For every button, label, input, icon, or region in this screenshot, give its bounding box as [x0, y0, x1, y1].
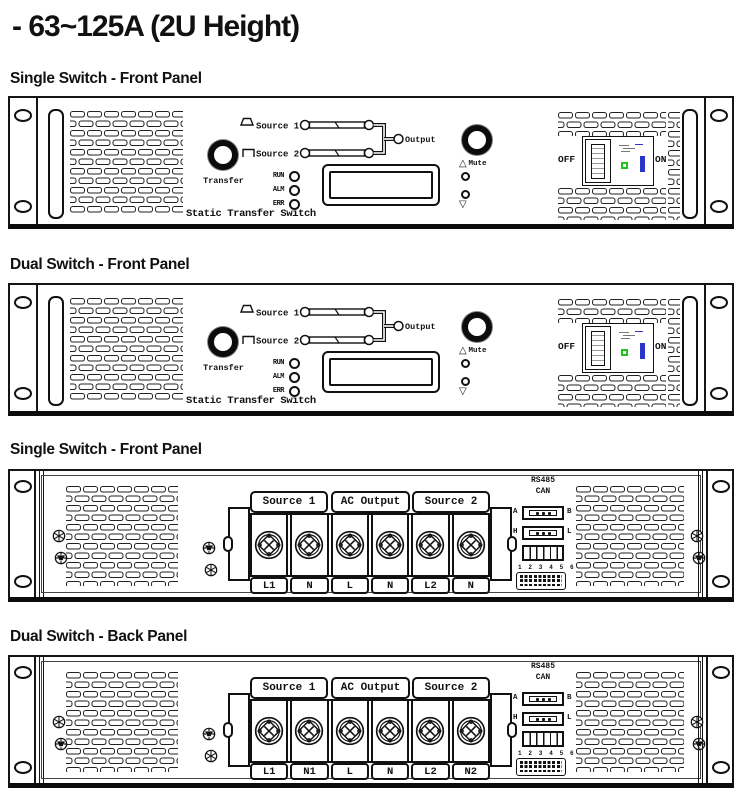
source2-icon [243, 337, 254, 345]
section-label-1: Single Switch - Front Panel [10, 70, 202, 87]
port-h-label: H [513, 714, 518, 722]
flange-right [698, 657, 703, 783]
handle-bar-right [682, 109, 698, 219]
port-h-label: H [513, 528, 518, 536]
led-alm [256, 184, 302, 196]
terminal-screw-icon [456, 530, 486, 560]
vent-grille [558, 112, 666, 136]
mount-hole [712, 761, 730, 774]
mount-ear-left [10, 285, 38, 411]
lcd-display [322, 351, 440, 393]
terminal-screw-icon [456, 716, 486, 746]
terminal [333, 515, 367, 575]
group-acoutput: AC Output [331, 677, 410, 699]
vent-grille-left [70, 298, 183, 402]
terminal-label: L2 [411, 577, 449, 594]
mount-hole [14, 387, 32, 400]
section-label-2: Dual Switch - Front Panel [10, 256, 190, 273]
led-err-label: ERR [272, 387, 284, 395]
port-b-label: B [567, 508, 572, 516]
source1-icon [241, 306, 253, 313]
transfer-knob [208, 140, 238, 170]
mount-ear-left [10, 98, 38, 224]
select-dot-icon [461, 359, 470, 368]
screw-icon [202, 541, 216, 555]
mount-hole [712, 575, 730, 588]
rs485-port [522, 526, 564, 540]
breaker-blue-indicator [640, 156, 645, 172]
dip-numbers: 1 2 3 4 5 6 [518, 564, 576, 571]
dip-legend [516, 758, 566, 776]
breaker-on-label: ON [655, 154, 667, 165]
page-title: - 63~125A (2U Height) [12, 10, 300, 43]
terminal-label: L1 [250, 577, 288, 594]
group-acoutput: AC Output [331, 491, 410, 513]
led-alm-label: ALM [272, 373, 284, 381]
led-alm [256, 371, 302, 383]
down-arrow-icon: ▽ [459, 199, 467, 210]
terminal-block [250, 513, 490, 577]
port-l-label: L [567, 714, 572, 722]
mute-label: Mute [468, 160, 487, 168]
terminal-label: N1 [290, 763, 328, 780]
rs485-port [522, 712, 564, 726]
mount-ear-left [10, 657, 36, 783]
back-panel-dual [8, 655, 734, 788]
led-run [256, 357, 302, 369]
screw-icon [204, 749, 218, 763]
group-source2: Source 2 [412, 677, 490, 699]
terminal-screw-icon [254, 530, 284, 560]
source1-label: Source 1 [256, 308, 300, 319]
mount-hole [710, 387, 728, 400]
breaker-zone [558, 112, 680, 220]
breaker-toggle [585, 326, 611, 370]
source2-label: Source 2 [256, 149, 300, 160]
front-panel-dual [8, 283, 734, 416]
group-source1: Source 1 [250, 677, 328, 699]
dip-switch [522, 731, 564, 747]
breaker-on-label: ON [655, 341, 667, 352]
mount-hole [14, 296, 32, 309]
up-arrow-icon: △ [459, 345, 467, 356]
mount-hole [710, 296, 728, 309]
terminal [373, 701, 407, 761]
terminal-label: L [331, 763, 369, 780]
lcd-display [322, 164, 440, 206]
screw-icon [52, 715, 66, 729]
section-label-3: Single Switch - Front Panel [10, 441, 202, 458]
rs485-label: RS485 [530, 662, 555, 671]
breaker-blue-indicator [640, 343, 645, 359]
handle-bar-right [682, 296, 698, 406]
dip-switch [522, 545, 564, 561]
led-run-label: RUN [272, 172, 284, 180]
mount-hole [14, 575, 32, 588]
back-panel-single [8, 469, 734, 602]
section-label-4: Dual Switch - Back Panel [10, 628, 188, 645]
mount-hole [710, 200, 728, 213]
plate-notch [223, 536, 233, 552]
mount-ear-right [706, 657, 732, 783]
dip-numbers: 1 2 3 4 5 6 [518, 750, 576, 757]
mute-knob [462, 125, 492, 155]
source-mimic-diagram [238, 112, 438, 168]
device-name: Static Transfer Switch [186, 395, 316, 407]
terminal-label: N [452, 577, 490, 594]
vent-grille-left [66, 486, 178, 586]
terminal [373, 515, 407, 575]
terminal [292, 515, 326, 575]
vent-grille [558, 299, 666, 323]
select-dot-icon [461, 377, 470, 386]
led-run-label: RUN [272, 359, 284, 367]
port-l-label: L [567, 528, 572, 536]
breaker-off-label: OFF [558, 154, 576, 165]
mount-hole [14, 109, 32, 122]
terminal-labels [250, 763, 490, 780]
breaker-green-indicator [621, 349, 628, 356]
mount-ear-right [706, 471, 732, 597]
mute-label: Mute [468, 347, 487, 355]
up-arrow-icon: △ [459, 158, 467, 169]
source-mimic-diagram [238, 299, 438, 355]
can-port [522, 692, 564, 706]
port-a-label: A [513, 694, 518, 702]
terminal-side-plate-left [228, 507, 250, 581]
transfer-knob [208, 327, 238, 357]
terminal [252, 701, 286, 761]
vent-grille [668, 299, 680, 407]
mount-hole [712, 480, 730, 493]
led-run [256, 170, 302, 182]
breaker-zone [558, 299, 680, 407]
front-panel-single [8, 96, 734, 229]
mount-hole [14, 200, 32, 213]
terminal-side-plate-right [490, 693, 512, 767]
terminal-screw-icon [375, 530, 405, 560]
breaker-toggle [585, 139, 611, 183]
terminal-side-plate-right [490, 507, 512, 581]
run-led-icon [289, 171, 300, 182]
terminal-label: L [331, 577, 369, 594]
dip-legend [516, 572, 566, 590]
terminal [413, 701, 447, 761]
breaker-switch [582, 136, 654, 186]
terminal [292, 701, 326, 761]
vent-grille-left [70, 111, 183, 215]
mount-ear-right [704, 285, 732, 411]
terminal-label: L1 [250, 763, 288, 780]
can-label: CAN [535, 487, 551, 496]
terminal-side-plate-left [228, 693, 250, 767]
handle-bar-left [48, 296, 64, 406]
terminal [252, 515, 286, 575]
terminal-screw-icon [335, 716, 365, 746]
source2-icon [243, 150, 254, 158]
vent-grille [558, 188, 666, 220]
screw-icon [52, 529, 66, 543]
run-led-icon [289, 358, 300, 369]
terminal-label: N [371, 577, 409, 594]
led-alm-label: ALM [272, 186, 284, 194]
mount-hole [14, 666, 32, 679]
transfer-label: Transfer [203, 176, 244, 186]
breaker-green-indicator [621, 162, 628, 169]
terminal-screw-icon [335, 530, 365, 560]
down-arrow-icon: ▽ [459, 386, 467, 397]
output-label: Output [405, 322, 436, 332]
can-port [522, 506, 564, 520]
mount-hole [712, 666, 730, 679]
mount-ear-right [704, 98, 732, 224]
terminal [413, 515, 447, 575]
terminal [454, 515, 488, 575]
terminal [454, 701, 488, 761]
select-dot-icon [461, 172, 470, 181]
terminal-screw-icon [294, 716, 324, 746]
screw-icon [54, 737, 68, 751]
vent-grille-left [66, 672, 178, 772]
terminal-label: N2 [452, 763, 490, 780]
rs485-label: RS485 [530, 476, 555, 485]
group-source1: Source 1 [250, 491, 328, 513]
group-source2: Source 2 [412, 491, 490, 513]
terminal [333, 701, 367, 761]
handle-bar-left [48, 109, 64, 219]
mount-ear-left [10, 471, 36, 597]
breaker-off-label: OFF [558, 341, 576, 352]
terminal-labels [250, 577, 490, 594]
terminal-screw-icon [375, 716, 405, 746]
screw-icon [204, 563, 218, 577]
mount-hole [710, 109, 728, 122]
select-dot-icon [461, 190, 470, 199]
terminal-screw-icon [294, 530, 324, 560]
terminal-screw-icon [415, 530, 445, 560]
led-err-label: ERR [272, 200, 284, 208]
mount-hole [14, 761, 32, 774]
output-label: Output [405, 135, 436, 145]
plate-notch [507, 722, 517, 738]
terminal-block [250, 699, 490, 763]
mount-hole [14, 480, 32, 493]
screw-icon [54, 551, 68, 565]
alm-led-icon [289, 372, 300, 383]
transfer-label: Transfer [203, 363, 244, 373]
vent-grille [558, 375, 666, 407]
port-b-label: B [567, 694, 572, 702]
source1-label: Source 1 [256, 121, 300, 132]
vent-grille-right [576, 672, 684, 772]
source2-label: Source 2 [256, 336, 300, 347]
port-a-label: A [513, 508, 518, 516]
screw-icon [202, 727, 216, 741]
terminal-label: N [371, 763, 409, 780]
terminal-screw-icon [254, 716, 284, 746]
plate-notch [507, 536, 517, 552]
can-label: CAN [535, 673, 551, 682]
alm-led-icon [289, 185, 300, 196]
flange-right [698, 471, 703, 597]
terminal-label: N [290, 577, 328, 594]
breaker-switch [582, 323, 654, 373]
vent-grille [668, 112, 680, 220]
mute-knob [462, 312, 492, 342]
plate-notch [223, 722, 233, 738]
vent-grille-right [576, 486, 684, 586]
terminal-label: L2 [411, 763, 449, 780]
source1-icon [241, 119, 253, 126]
device-name: Static Transfer Switch [186, 208, 316, 220]
terminal-screw-icon [415, 716, 445, 746]
